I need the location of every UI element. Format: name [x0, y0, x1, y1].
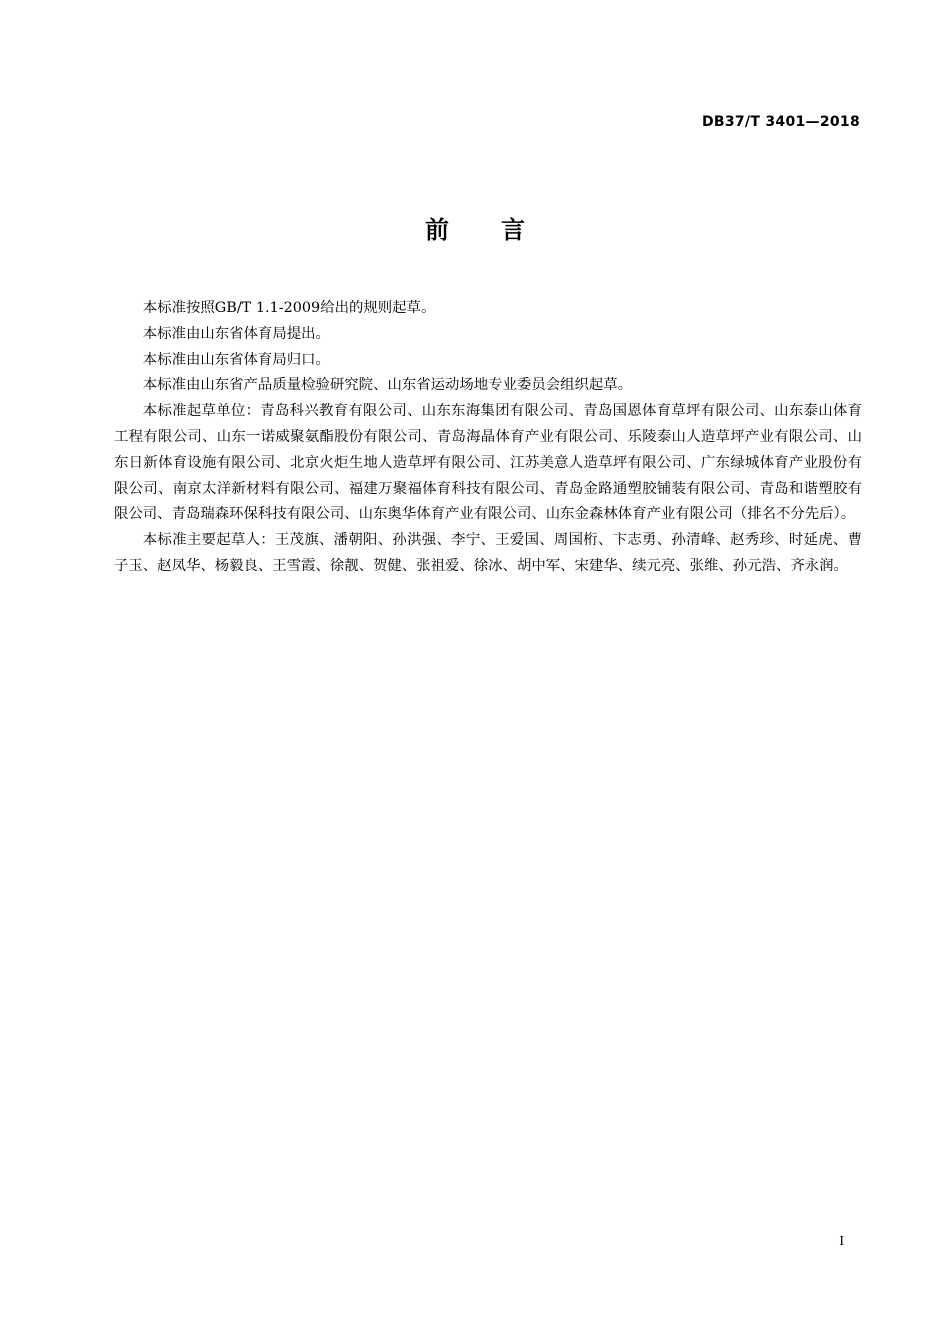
- paragraph-organized-by: 本标准由山东省产品质量检验研究院、山东省运动场地专业委员会组织起草。: [142, 377, 633, 394]
- document-code: DB37/T 3401—2018: [701, 114, 860, 130]
- paragraph-drafting-rules: 本标准按照GB/T 1.1-2009给出的规则起草。: [142, 300, 436, 316]
- paragraph-drafting-units: 本标准起草单位：青岛科兴教育有限公司、山东东海集团有限公司、青岛国恩体育草坪有限公司、山东泰山体育工程有限公司、山东一诺威聚氨酯股份有限公司、青岛海晶体育产业有限公司、乐陵泰山人造草坪产业有限公司、山东日新体育设施有限公司、北京火炬生地人造草坪有限公司、江苏美意人造草坪有限公司、广东绿城体育产业股份有限公司、南京太洋新材料有限公司、福建万聚福体育科技有限公司、青岛金路通塑胶铺装有限公司、青岛和谐塑胶有限公司、青岛瑞森环保科技有限公司、山东奥华体育产业有限公司、山东金森林体育产业有限公司（排名不分先后）。: [114, 403, 862, 523]
- page-number: I: [839, 1234, 844, 1249]
- paragraph-proposed-by: 本标准由山东省体育局提出。: [142, 325, 330, 342]
- page-title: 前言: [425, 216, 577, 244]
- body-text: [114, 296, 862, 580]
- paragraph-centralized-by: 本标准由山东省体育局归口。: [142, 351, 330, 368]
- paragraph-main-drafters: 本标准主要起草人：王茂旗、潘朝阳、孙洪强、李宁、王爱国、周国桁、卞志勇、孙清峰、赵秀珍、时延虎、曹子玉、赵凤华、杨毅良、王雪霞、徐靓、贺健、张祖爱、徐冰、胡中军、宋建华、续元亮、张维、孙元浩、齐永润。: [114, 532, 862, 574]
